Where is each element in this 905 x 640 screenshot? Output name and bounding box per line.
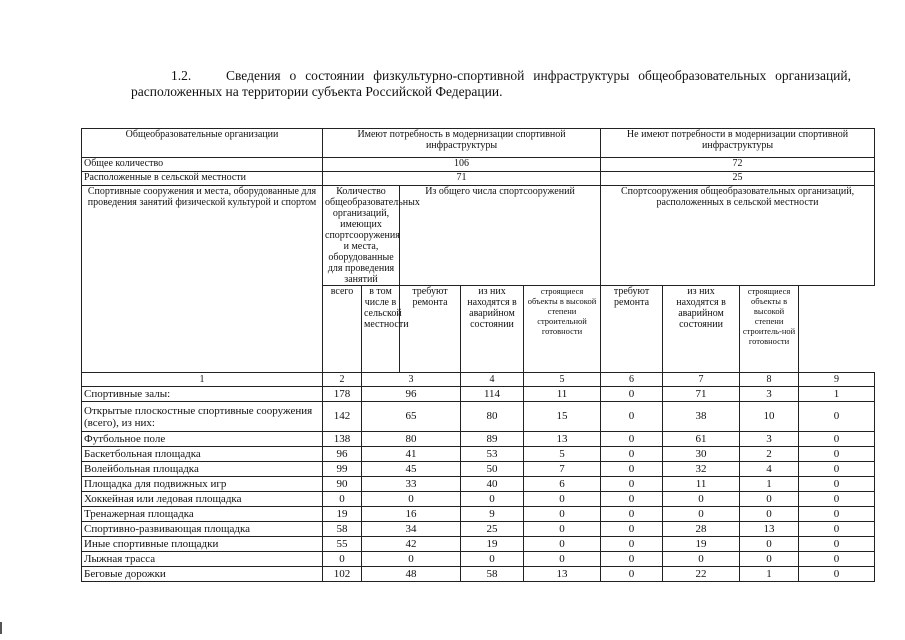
col-emergency-rural-header: из них находятся в аварийном состоянии bbox=[663, 286, 740, 373]
rural-count-no-need: 25 bbox=[601, 172, 875, 186]
table-cell: 0 bbox=[601, 447, 663, 462]
table-cell: 99 bbox=[323, 462, 362, 477]
table-cell: 0 bbox=[663, 507, 740, 522]
table-cell: 6 bbox=[524, 477, 601, 492]
column-number: 5 bbox=[524, 373, 601, 387]
table-cell: 0 bbox=[799, 507, 875, 522]
table-cell: 114 bbox=[461, 387, 524, 402]
page-edge-mark bbox=[0, 622, 2, 634]
col-construction-rural-header: строящиеся объекты в высокой степени строитель-ной готовности bbox=[740, 286, 799, 373]
table-cell: 0 bbox=[362, 492, 461, 507]
org-column-header: Общеобразовательные организации bbox=[82, 129, 323, 158]
need-modernization-header: Имеют потребность в модернизации спортивной инфраструктуры bbox=[323, 129, 601, 158]
facility-name: Хоккейная или ледовая площадка bbox=[82, 492, 323, 507]
table-cell: 34 bbox=[362, 522, 461, 537]
table-cell: 11 bbox=[524, 387, 601, 402]
table-cell: 1 bbox=[799, 387, 875, 402]
col-emergency-header: из них находятся в аварийном состоянии bbox=[461, 286, 524, 373]
column-number: 4 bbox=[461, 373, 524, 387]
table-cell: 178 bbox=[323, 387, 362, 402]
facility-name: Беговые дорожки bbox=[82, 567, 323, 582]
table-cell: 22 bbox=[663, 567, 740, 582]
table-cell: 10 bbox=[740, 402, 799, 432]
table-row bbox=[82, 402, 875, 432]
table-cell: 0 bbox=[799, 492, 875, 507]
table-cell: 0 bbox=[740, 537, 799, 552]
table-cell: 0 bbox=[461, 492, 524, 507]
table-cell: 0 bbox=[799, 432, 875, 447]
table-cell: 80 bbox=[362, 432, 461, 447]
table-cell: 58 bbox=[461, 567, 524, 582]
table-cell: 40 bbox=[461, 477, 524, 492]
table-cell: 30 bbox=[663, 447, 740, 462]
table-cell: 0 bbox=[799, 552, 875, 567]
table-cell: 0 bbox=[601, 522, 663, 537]
table-cell: 102 bbox=[323, 567, 362, 582]
table-cell: 11 bbox=[663, 477, 740, 492]
table-row bbox=[82, 387, 875, 402]
table-cell: 0 bbox=[601, 477, 663, 492]
table-cell: 96 bbox=[362, 387, 461, 402]
table-cell: 0 bbox=[663, 492, 740, 507]
table-cell: 0 bbox=[461, 552, 524, 567]
table-row bbox=[82, 492, 875, 507]
table-cell: 7 bbox=[524, 462, 601, 477]
facility-name: Тренажерная площадка bbox=[82, 507, 323, 522]
table-row bbox=[82, 522, 875, 537]
table-cell: 48 bbox=[362, 567, 461, 582]
table-row bbox=[82, 552, 875, 567]
table-cell: 71 bbox=[663, 387, 740, 402]
table-cell: 0 bbox=[799, 567, 875, 582]
table-cell: 0 bbox=[663, 552, 740, 567]
table-cell: 0 bbox=[601, 507, 663, 522]
facility-name: Футбольное поле bbox=[82, 432, 323, 447]
table-row bbox=[82, 507, 875, 522]
table-row bbox=[82, 462, 875, 477]
table-cell: 16 bbox=[362, 507, 461, 522]
table-cell: 0 bbox=[362, 552, 461, 567]
facility-name: Волейбольная площадка bbox=[82, 462, 323, 477]
section-title: Сведения о состоянии физкультурно-спортивной инфраструктуры общеобразовательных организаций, расположенных на территории субъекта Российской Федерации. bbox=[131, 68, 851, 99]
section-heading bbox=[131, 68, 851, 100]
column-number: 2 bbox=[323, 373, 362, 387]
table-cell: 0 bbox=[601, 537, 663, 552]
table-cell: 0 bbox=[740, 507, 799, 522]
table-cell: 9 bbox=[461, 507, 524, 522]
facility-name: Открытые плоскостные спортивные сооружения (всего), из них: bbox=[82, 402, 323, 432]
column-number: 1 bbox=[82, 373, 323, 387]
no-need-modernization-header: Не имеют потребности в модернизации спортивной инфраструктуры bbox=[601, 129, 875, 158]
table-cell: 0 bbox=[799, 477, 875, 492]
table-cell: 65 bbox=[362, 402, 461, 432]
table-cell: 0 bbox=[740, 492, 799, 507]
table-cell: 4 bbox=[740, 462, 799, 477]
table-cell: 1 bbox=[740, 477, 799, 492]
column-number: 6 bbox=[601, 373, 663, 387]
table-cell: 61 bbox=[663, 432, 740, 447]
table-cell: 28 bbox=[663, 522, 740, 537]
table-cell: 19 bbox=[461, 537, 524, 552]
table-cell: 0 bbox=[524, 537, 601, 552]
table-cell: 0 bbox=[601, 492, 663, 507]
table-cell: 13 bbox=[740, 522, 799, 537]
facility-name: Спортивные залы: bbox=[82, 387, 323, 402]
facility-name: Лыжная трасса bbox=[82, 552, 323, 567]
facilities-column-header: Спортивные сооружения и места, оборудованные для проведения занятий физической культурой и спортом bbox=[82, 186, 323, 373]
col-construction-header: строящиеся объекты в высокой степени строительной готовности bbox=[524, 286, 601, 373]
table-row bbox=[82, 537, 875, 552]
table-cell: 0 bbox=[799, 462, 875, 477]
table-cell: 41 bbox=[362, 447, 461, 462]
table-cell: 19 bbox=[323, 507, 362, 522]
total-count-need: 106 bbox=[323, 158, 601, 172]
table-cell: 0 bbox=[323, 492, 362, 507]
table-cell: 15 bbox=[524, 402, 601, 432]
table-cell: 3 bbox=[740, 432, 799, 447]
table-cell: 0 bbox=[601, 387, 663, 402]
column-number: 8 bbox=[740, 373, 799, 387]
table-cell: 0 bbox=[323, 552, 362, 567]
facility-name: Иные спортивные площадки bbox=[82, 537, 323, 552]
table-cell: 53 bbox=[461, 447, 524, 462]
table-cell: 0 bbox=[799, 522, 875, 537]
column-numbers-row bbox=[82, 373, 875, 387]
table-cell: 3 bbox=[740, 387, 799, 402]
table-cell: 38 bbox=[663, 402, 740, 432]
table-cell: 1 bbox=[740, 567, 799, 582]
table-cell: 0 bbox=[524, 507, 601, 522]
column-number: 9 bbox=[799, 373, 875, 387]
table-cell: 0 bbox=[601, 567, 663, 582]
table-cell: 0 bbox=[524, 492, 601, 507]
table-cell: 25 bbox=[461, 522, 524, 537]
table-cell: 45 bbox=[362, 462, 461, 477]
rural-count-label: Расположенные в сельской местности bbox=[82, 172, 323, 186]
table-row bbox=[82, 477, 875, 492]
table-cell: 58 bbox=[323, 522, 362, 537]
table-cell: 42 bbox=[362, 537, 461, 552]
facility-name: Баскетбольная площадка bbox=[82, 447, 323, 462]
table-cell: 55 bbox=[323, 537, 362, 552]
infrastructure-table bbox=[81, 128, 875, 582]
table-cell: 0 bbox=[740, 552, 799, 567]
table-cell: 0 bbox=[524, 552, 601, 567]
column-number: 3 bbox=[362, 373, 461, 387]
table-cell: 0 bbox=[601, 402, 663, 432]
col-repair-rural-header: требуют ремонта bbox=[601, 286, 663, 373]
column-number: 7 bbox=[663, 373, 740, 387]
table-cell: 0 bbox=[601, 432, 663, 447]
col-total-header: всего bbox=[323, 286, 362, 373]
table-cell: 0 bbox=[799, 447, 875, 462]
table-cell: 90 bbox=[323, 477, 362, 492]
table-cell: 0 bbox=[799, 537, 875, 552]
rural-group-header: Спортсооружения общеобразовательных организаций, расположенных в сельской местности bbox=[601, 186, 875, 286]
col-repair-header: требуют ремонта bbox=[400, 286, 461, 373]
table-cell: 0 bbox=[601, 552, 663, 567]
table-cell: 0 bbox=[601, 462, 663, 477]
facility-name: Спортивно-развивающая площадка bbox=[82, 522, 323, 537]
table-cell: 50 bbox=[461, 462, 524, 477]
table-cell: 138 bbox=[323, 432, 362, 447]
section-number: 1.2. bbox=[171, 68, 192, 83]
table-cell: 33 bbox=[362, 477, 461, 492]
table-row bbox=[82, 447, 875, 462]
table-cell: 142 bbox=[323, 402, 362, 432]
count-group-header: Количество общеобразовательных организаций, имеющих спортсооружения и места, оборудованные для проведения занятий bbox=[323, 186, 400, 286]
total-count-no-need: 72 bbox=[601, 158, 875, 172]
table-row bbox=[82, 432, 875, 447]
rural-count-need: 71 bbox=[323, 172, 601, 186]
table-cell: 19 bbox=[663, 537, 740, 552]
col-rural-header: в том числе в сельской местности bbox=[362, 286, 400, 373]
table-cell: 2 bbox=[740, 447, 799, 462]
table-cell: 0 bbox=[799, 402, 875, 432]
table-cell: 89 bbox=[461, 432, 524, 447]
table-cell: 5 bbox=[524, 447, 601, 462]
table-cell: 80 bbox=[461, 402, 524, 432]
table-row bbox=[82, 567, 875, 582]
table-cell: 32 bbox=[663, 462, 740, 477]
facility-name: Площадка для подвижных игр bbox=[82, 477, 323, 492]
table-cell: 0 bbox=[524, 522, 601, 537]
table-cell: 96 bbox=[323, 447, 362, 462]
total-count-label: Общее количество bbox=[82, 158, 323, 172]
from-total-group-header: Из общего числа спортсооружений bbox=[400, 186, 601, 286]
table-cell: 13 bbox=[524, 567, 601, 582]
table-cell: 13 bbox=[524, 432, 601, 447]
